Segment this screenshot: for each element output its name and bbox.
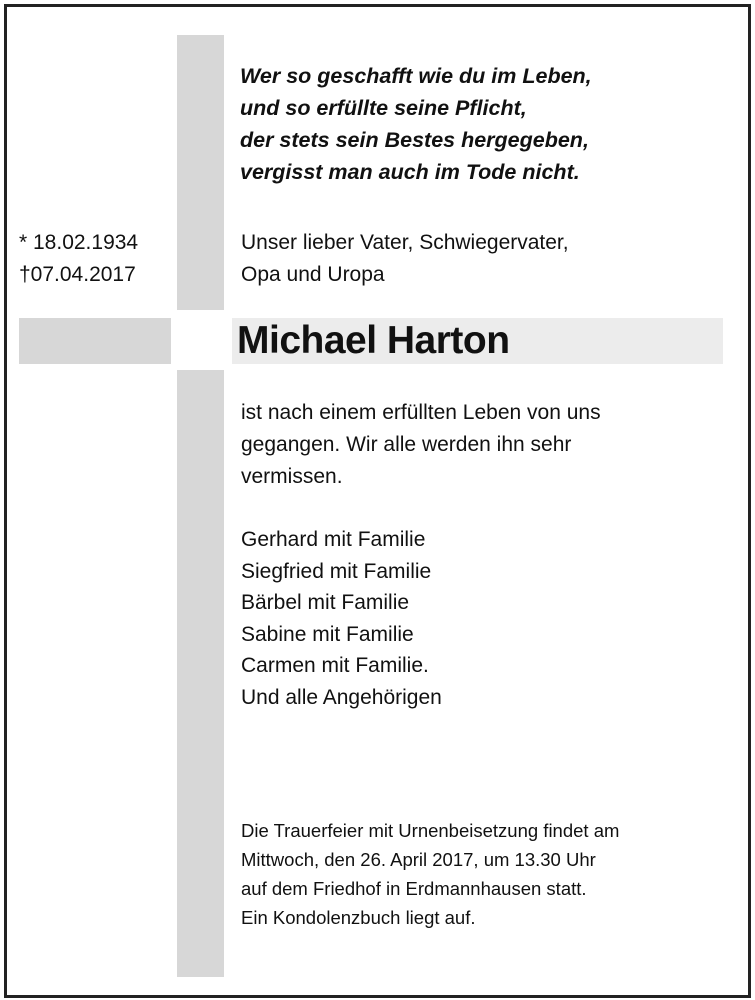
death-date: †07.04.2017 [19,263,136,286]
announcement-line: vermissen. [241,465,343,488]
intro-line: Unser lieber Vater, Schwiegervater, [241,231,569,254]
mourner-entry: Carmen mit Familie. [241,654,429,677]
service-line: Die Trauerfeier mit Urnenbeisetzung findet am [241,820,620,841]
intro-text [241,227,731,291]
poem-line: vergisst man auch im Tode nicht. [240,160,580,184]
announcement-text [241,397,731,493]
mourner-entry: Sabine mit Familie [241,622,414,646]
mourner-entry: Bärbel mit Familie [241,591,410,614]
intro-line: Opa und Uropa [241,263,385,286]
birth-date: * 18.02.1934 [19,231,139,254]
announcement-line: ist nach einem erfüllten Leben von uns [241,401,601,424]
mourner-entry: Gerhard mit Familie [241,528,426,551]
service-line: auf dem Friedhof in Erdmannhausen statt. [241,878,587,899]
poem-line: Wer so geschafft wie du im Leben, [240,64,592,88]
service-line: Mittwoch, den 26. April 2017, um 13.30 Uhr [241,849,596,870]
mourner-entry: Siegfried mit Familie [241,559,432,583]
funeral-service-info [241,816,736,932]
memorial-poem [240,60,740,188]
poem-line: und so erfüllte seine Pflicht, [240,96,527,120]
mourners-list [241,524,731,713]
announcement-line: gegangen. Wir alle werden ihn sehr [241,433,572,456]
service-line: Ein Kondolenzbuch liegt auf. [241,907,476,928]
cross-left-arm [19,318,171,364]
mourner-entry: Und alle Angehörigen [241,685,442,709]
life-dates [19,227,169,291]
deceased-name: Michael Harton [237,319,510,362]
cross-upper-beam [177,35,224,310]
cross-lower-beam [177,370,224,977]
poem-line: der stets sein Bestes hergegeben, [240,128,589,152]
